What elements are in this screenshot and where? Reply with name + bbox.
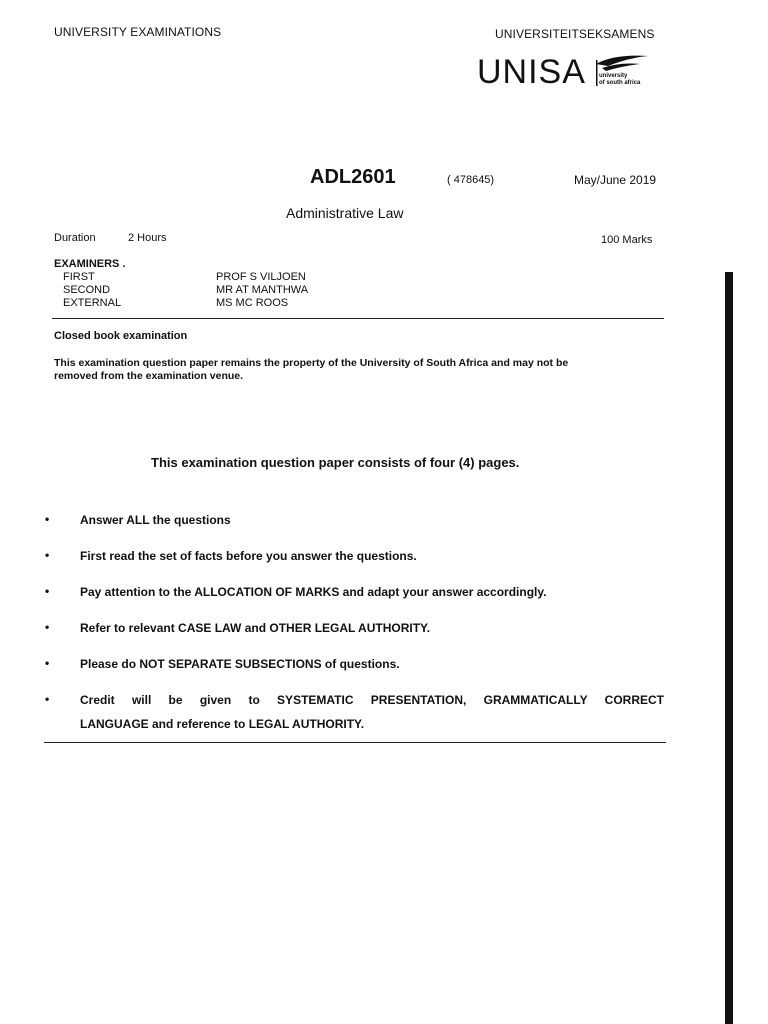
bullet-icon: • [45,512,50,526]
header-divider [52,318,664,319]
examiner-name: MS MC ROOS [216,297,289,309]
bullet-icon: • [45,656,50,670]
duration-label: Duration [54,232,96,244]
examiner-name: PROF S VILJOEN [216,271,306,283]
examiners-heading: EXAMINERS . [54,258,126,270]
examiner-role: EXTERNAL [63,297,122,309]
property-note-line2: removed from the examination venue. [54,370,244,382]
closed-book-note: Closed book examination [54,330,188,342]
header-left: UNIVERSITY EXAMINATIONS [54,25,222,39]
bullet-icon: • [45,548,50,562]
exam-number: ( 478645) [447,174,495,186]
bullet-icon: • [45,692,50,706]
header-right: UNIVERSITEITSEKSAMENS [495,27,655,41]
instruction-item: First read the set of facts before you answer the questions. [80,549,417,563]
instruction-item-continuation: LANGUAGE and reference to LEGAL AUTHORITY. [80,717,365,731]
examiner-role: SECOND [63,284,111,296]
duration-value: 2 Hours [128,232,167,244]
bullet-icon: • [45,620,50,634]
total-marks: 100 Marks [601,234,653,246]
instruction-item: Please do NOT SEPARATE SUBSECTIONS of questions. [80,657,400,671]
unisa-logo-word: UNISA [477,53,586,91]
bullet-icon: • [45,584,50,598]
exam-session: May/June 2019 [574,173,657,187]
instruction-item: Credit will be given to SYSTEMATIC PRESENTATION, GRAMMATICALLY CORRECT [80,693,664,707]
unisa-logo-sub2: of south africa [599,80,641,86]
footer-divider [44,742,666,743]
scan-edge-line [725,272,733,1024]
exam-subject: Administrative Law [286,205,404,221]
examiner-role: FIRST [63,271,95,283]
instruction-item: Pay attention to the ALLOCATION OF MARKS and adapt your answer accordingly. [80,585,547,599]
pages-note: This examination question paper consists of four (4) pages. [151,455,520,470]
exam-code: ADL2601 [310,166,396,188]
instruction-item: Refer to relevant CASE LAW and OTHER LEGAL AUTHORITY. [80,621,431,635]
instruction-item: Answer ALL the questions [80,513,231,527]
examiner-name: MR AT MANTHWA [216,284,309,296]
property-note-line1: This examination question paper remains the property of the University of South Africa and may not be [54,357,569,369]
unisa-logo-sub1: university [599,73,628,79]
